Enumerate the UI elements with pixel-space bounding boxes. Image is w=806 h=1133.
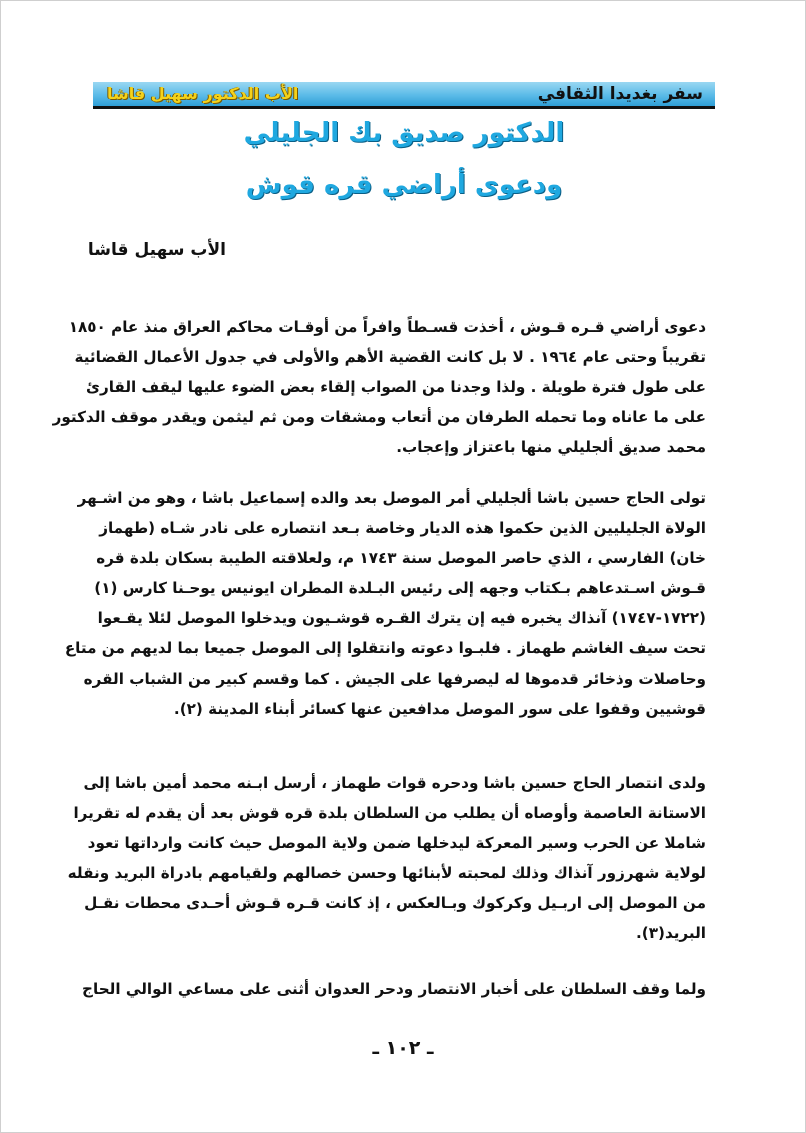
text-line: قوشيين وقفوا على سور الموصل مدافعين عنها كسائر أبناء المدينة (٢). (173, 699, 706, 718)
paragraph-2 (64, 483, 706, 724)
text-line: تولى الحاج حسين باشا ألجليلي أمر الموصل بعد والده إسماعيل باشا ، وهو من اشـهر (77, 489, 706, 507)
text-line: قـوش اسـتدعاهم بـكتاب وجهه إلى رئيس البـلدة المطران ايونيس يوحـنا كارس (١) (94, 579, 706, 598)
text-line: على ما عاناه وما تحمله الطرفان من أتعاب ومشقات ومن ثم ليثمن ويقدر موقف الدكتور (52, 408, 706, 427)
header-rule (93, 106, 715, 109)
article-title-line-2: ودعوى أراضي قره قوش (245, 170, 563, 200)
text-line: لولاية شهرزور آنذاك وذلك لمحبته لأبنائها وحسن خصالهم ولقيامهم بادراة البريد ونقله (67, 864, 706, 883)
paragraph-4 (82, 974, 706, 1004)
header-author: الأب الدكتور سهيل قاشا (107, 84, 299, 103)
text-line: محمد صديق ألجليلي منها باعتزاز وإعجاب. (396, 438, 706, 457)
text-line: البريد(٣). (636, 924, 706, 943)
page-number: ـ ١٠٢ ـ (372, 1037, 434, 1059)
text-line: (١٧٢٢-١٧٤٧) آنذاك يخبره فيه إن يترك القـره قوشـيون ويدخلوا الموصل لئلا يقـعوا (97, 609, 706, 628)
text-line: الاستانة العاصمة وأوصاه أن يطلب من السلطان بلدة قره قوش بعد أن يقدم له تقريرا (73, 804, 706, 823)
book-title: سفر بغديدا الثقافي (537, 84, 703, 104)
text-line: خان) الفارسي ، الذي حاصر الموصل سنة ١٧٤٣ م، ولعلاقته الطيبة بسكان بلدة قره (96, 549, 706, 568)
article-title-line-1: الدكتور صديق بك الجليلي (243, 118, 565, 148)
text-line: من الموصل إلى اربـيل وكركوك وبـالعكس ، إذ كانت قـره قـوش أحـدى محطات نقـل (84, 894, 706, 913)
text-line: الولاة الجليليين الذين حكموا هذه الديار وخاصة بـعد انتصاره على نادر شـاه (طهماز (99, 519, 706, 538)
text-line: تقريباً وحتى عام ١٩٦٤ . لا بل كانت القضية الأهم والأولى في جدول الأعمال القضائية (74, 348, 706, 367)
text-line: وحاصلات وذخائر قدموها له ليصرفها على الجيش . كما وقسم كبير من الشباب القره (83, 669, 706, 688)
text-line: على طول فترة طويلة . ولذا وجدنا من الصواب إلقاء بعض الضوء عليها ليقف القارئ (86, 378, 706, 397)
running-header (93, 82, 715, 106)
paragraph-3 (67, 768, 706, 949)
text-line: دعوى أراضي قـره قـوش ، أخذت قسـطاً وافراً من أوقـات محاكم العراق منذ عام ١٨٥٠ (68, 318, 706, 336)
paragraph-1 (52, 312, 706, 462)
text-line: ولما وقف السلطان على أخبار الانتصار ودحر العدوان أثنى على مساعي الوالي الحاج (82, 980, 706, 998)
text-line: شاملا عن الحرب وسير المعركة ليدخلها ضمن ولاية الموصل حيث كانت وارداتها تعود (87, 834, 706, 853)
text-line: تحت سيف الغاشم طهماز . فلبـوا دعوته وانتقلوا إلى الموصل جميعا بما لديهم من متاع (64, 639, 706, 658)
article-author: الأب سهيل قاشا (87, 240, 226, 260)
text-line: ولدى انتصار الحاج حسين باشا ودحره قوات طهماز ، أرسل ابـنه محمد أمين باشا إلى (83, 774, 706, 792)
